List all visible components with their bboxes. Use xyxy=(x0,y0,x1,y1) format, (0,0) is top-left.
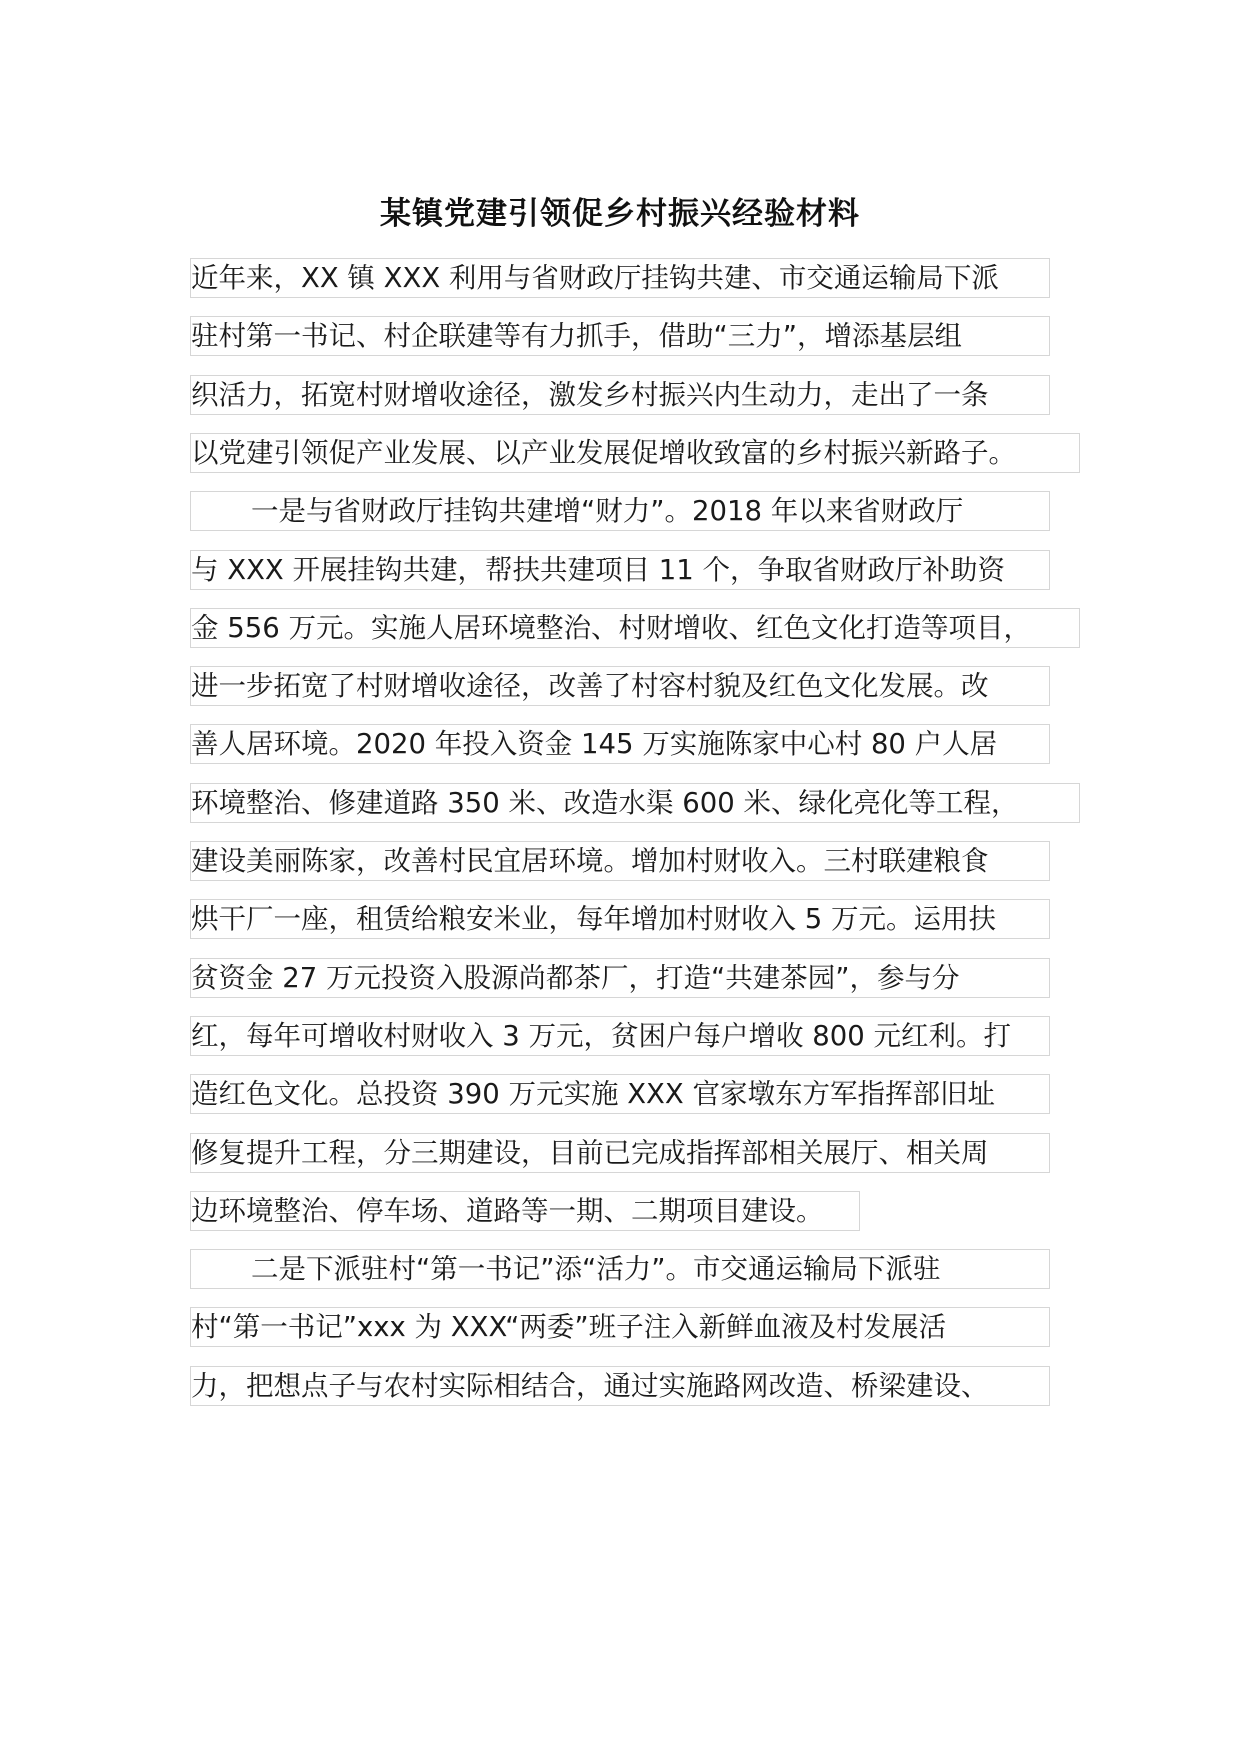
text-line: 建设美丽陈家，改善村民宜居环境。增加村财收入。三村联建粮食 xyxy=(190,841,1050,881)
text-line: 一是与省财政厅挂钩共建增“财力”。2018 年以来省财政厅 xyxy=(190,491,1050,531)
text-line: 村“第一书记”xxx 为 XXX“两委”班子注入新鲜血液及村发展活 xyxy=(190,1307,1050,1347)
text-line: 烘干厂一座，租赁给粮安米业，每年增加村财收入 5 万元。运用扶 xyxy=(190,899,1050,939)
text-line: 驻村第一书记、村企联建等有力抓手，借助“三力”，增添基层组 xyxy=(190,316,1050,356)
text-line: 二是下派驻村“第一书记”添“活力”。市交通运输局下派驻 xyxy=(190,1249,1050,1289)
text-line: 善人居环境。2020 年投入资金 145 万实施陈家中心村 80 户人居 xyxy=(190,724,1050,764)
text-line: 贫资金 27 万元投资入股源尚都茶厂，打造“共建茶园”，参与分 xyxy=(190,958,1050,998)
text-line: 以党建引领促产业发展、以产业发展促增收致富的乡村振兴新路子。 xyxy=(190,433,1080,473)
text-line: 造红色文化。总投资 390 万元实施 XXX 官家墩东方军指挥部旧址 xyxy=(190,1074,1050,1114)
text-line: 力，把想点子与农村实际相结合，通过实施路网改造、桥梁建设、 xyxy=(190,1366,1050,1406)
text-line: 进一步拓宽了村财增收途径，改善了村容村貌及红色文化发展。改 xyxy=(190,666,1050,706)
text-line: 边环境整治、停车场、道路等一期、二期项目建设。 xyxy=(190,1191,860,1231)
text-line: 金 556 万元。实施人居环境整治、村财增收、红色文化打造等项目， xyxy=(190,608,1080,648)
text-line: 环境整治、修建道路 350 米、改造水渠 600 米、绿化亮化等工程， xyxy=(190,783,1080,823)
text-line: 近年来，XX 镇 XXX 利用与省财政厅挂钩共建、市交通运输局下派 xyxy=(190,258,1050,298)
text-line: 红，每年可增收村财收入 3 万元，贫困户每户增收 800 元红利。打 xyxy=(190,1016,1050,1056)
document-title: 某镇党建引领促乡村振兴经验材料 xyxy=(380,196,860,232)
text-line: 织活力，拓宽村财增收途径，激发乡村振兴内生动力，走出了一条 xyxy=(190,375,1050,415)
text-line: 与 XXX 开展挂钩共建，帮扶共建项目 11 个，争取省财政厅补助资 xyxy=(190,550,1050,590)
text-line: 修复提升工程，分三期建设，目前已完成指挥部相关展厅、相关周 xyxy=(190,1133,1050,1173)
